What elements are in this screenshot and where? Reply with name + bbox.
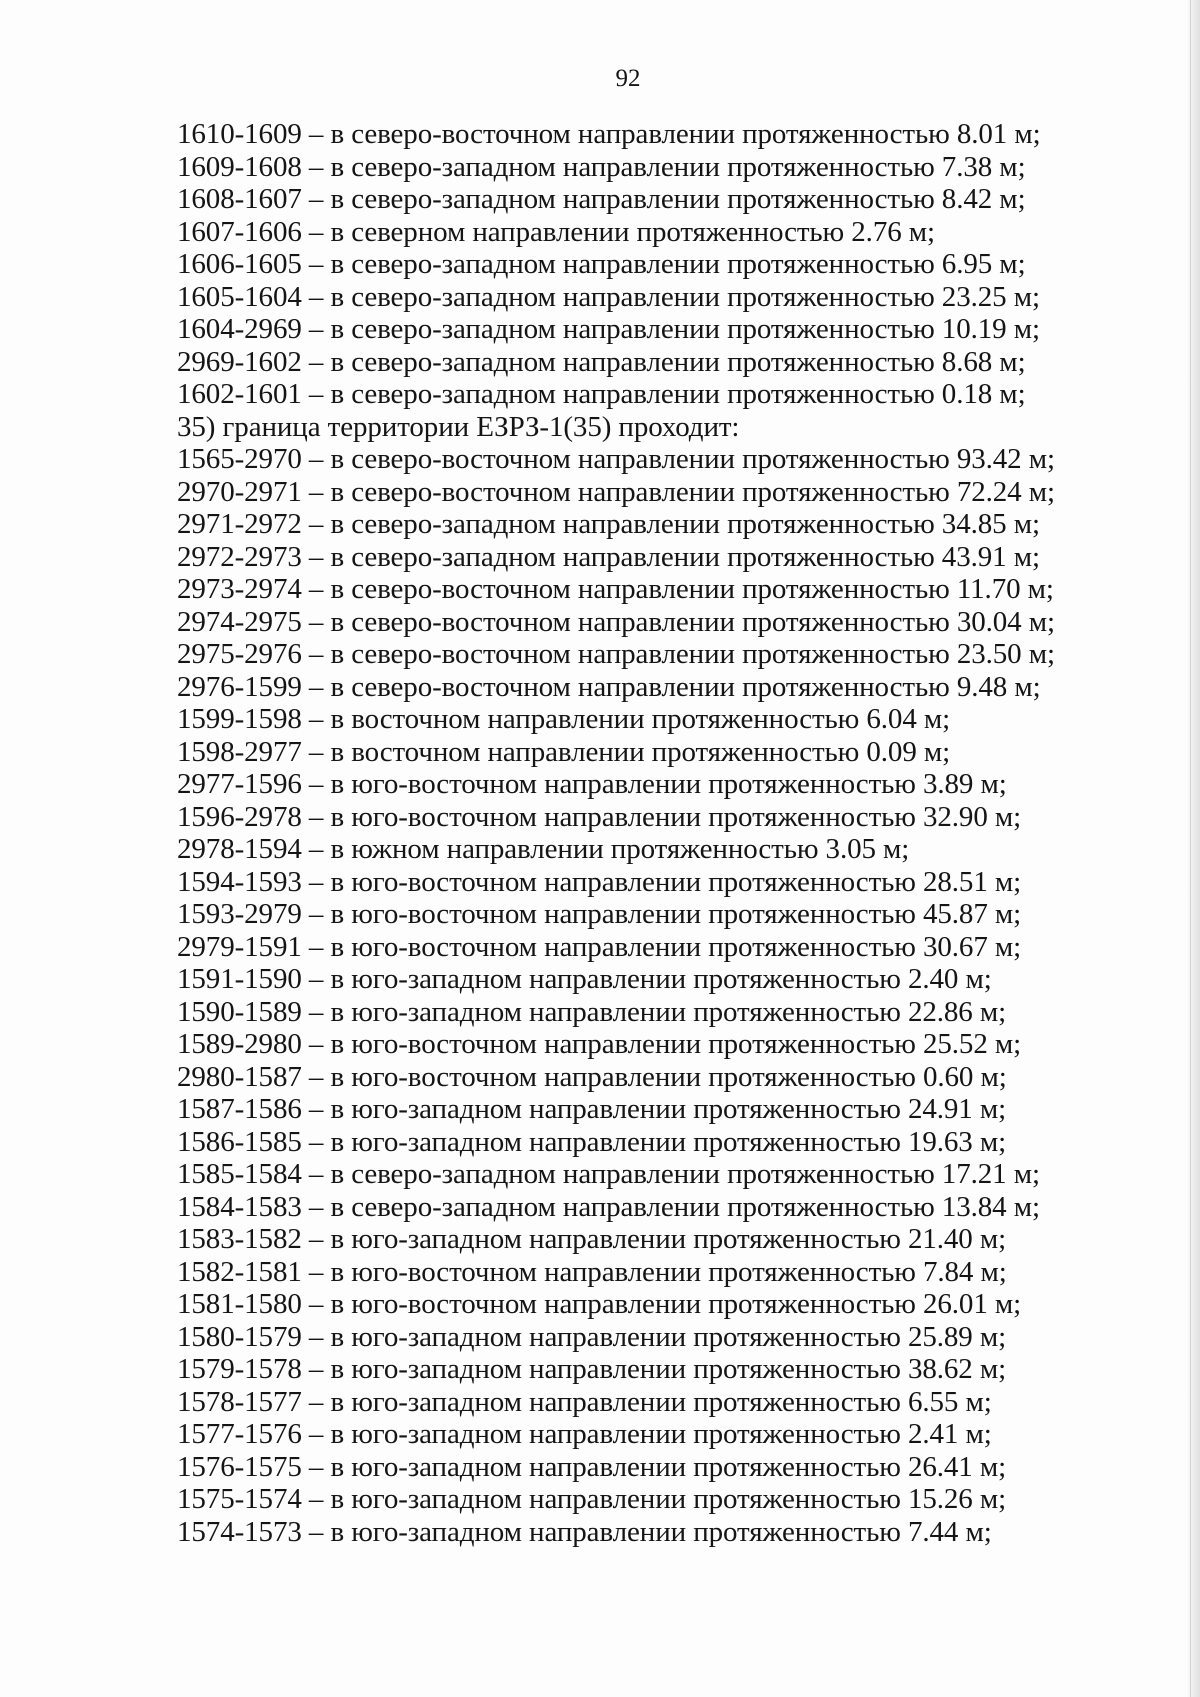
text-line: 1594-1593 – в юго-восточном направлении протяженностью 28.51 м; [177, 865, 1022, 898]
text-line: 1604-2969 – в северо-западном направлении протяженностью 10.19 м; [177, 313, 1040, 345]
text-line: 1581-1580 – в юго-восточном направлении протяженностью 26.01 м; [177, 1288, 1022, 1320]
text-line: 1610-1609 – в северо-восточном направлении протяженностью 8.01 м; [177, 118, 1041, 150]
page-number: 92 [615, 65, 641, 92]
text-line: 2980-1587 – в юго-восточном направлении протяженностью 0.60 м; [177, 1060, 1007, 1093]
text-line: 2977-1596 – в юго-восточном направлении протяженностью 3.89 м; [177, 768, 1007, 800]
text-line: 1582-1581 – в юго-восточном направлении протяженностью 7.84 м; [177, 1255, 1007, 1288]
text-line: 1608-1607 – в северо-западном направлении протяженностью 8.42 м; [177, 183, 1026, 215]
text-line: 1575-1574 – в юго-западном направлении протяженностью 15.26 м; [177, 1483, 1007, 1515]
text-line: 1593-2979 – в юго-восточном направлении протяженностью 45.87 м; [177, 898, 1022, 930]
text-line: 1606-1605 – в северо-западном направлении протяженностью 6.95 м; [177, 248, 1026, 280]
text-line: 2976-1599 – в северо-восточном направлении протяженностью 9.48 м; [177, 670, 1041, 703]
scan-edge-line [1190, 0, 1191, 1697]
text-line: 1577-1576 – в юго-западном направлении протяженностью 2.41 м; [177, 1418, 992, 1450]
text-line: 1596-2978 – в юго-восточном направлении протяженностью 32.90 м; [177, 800, 1022, 833]
text-line: 2969-1602 – в северо-западном направлении протяженностью 8.68 м; [177, 345, 1026, 378]
text-line: 1579-1578 – в юго-западном направлении протяженностью 38.62 м; [177, 1353, 1007, 1385]
text-line: 1587-1586 – в юго-западном направлении протяженностью 24.91 м; [177, 1093, 1007, 1125]
text-line: 1580-1579 – в юго-западном направлении протяженностью 25.89 м; [177, 1320, 1007, 1353]
text-line: 1584-1583 – в северо-западном направлении протяженностью 13.84 м; [177, 1190, 1040, 1223]
text-line: 1590-1589 – в юго-западном направлении протяженностью 22.86 м; [177, 995, 1007, 1028]
boundary-description-list [177, 118, 1077, 1548]
text-line: 1589-2980 – в юго-восточном направлении протяженностью 25.52 м; [177, 1028, 1022, 1060]
text-line: 1578-1577 – в юго-западном направлении протяженностью 6.55 м; [177, 1385, 992, 1418]
text-line: 1583-1582 – в юго-западном направлении протяженностью 21.40 м; [177, 1223, 1007, 1255]
text-line: 1605-1604 – в северо-западном направлении протяженностью 23.25 м; [177, 280, 1040, 313]
text-line: 1591-1590 – в юго-западном направлении протяженностью 2.40 м; [177, 963, 992, 995]
text-line: 1576-1575 – в юго-западном направлении протяженностью 26.41 м; [177, 1450, 1007, 1483]
scan-edge-artifact [1186, 0, 1200, 1697]
text-line: 1607-1606 – в северном направлении протяженностью 2.76 м; [177, 215, 935, 248]
text-line: 2970-2971 – в северо-восточном направлении протяженностью 72.24 м; [177, 475, 1055, 508]
text-line: 1602-1601 – в северо-западном направлении протяженностью 0.18 м; [177, 378, 1026, 410]
text-line: 2978-1594 – в южном направлении протяженностью 3.05 м; [177, 833, 910, 865]
text-line: 2974-2975 – в северо-восточном направлении протяженностью 30.04 м; [177, 605, 1055, 638]
text-line: 1565-2970 – в северо-восточном направлении протяженностью 93.42 м; [177, 443, 1055, 475]
text-line: 2975-2976 – в северо-восточном направлении протяженностью 23.50 м; [177, 638, 1055, 670]
text-line: 2973-2974 – в северо-восточном направлении протяженностью 11.70 м; [177, 573, 1054, 605]
text-line: 1574-1573 – в юго-западном направлении протяженностью 7.44 м; [177, 1515, 992, 1548]
text-line: 1586-1585 – в юго-западном направлении протяженностью 19.63 м; [177, 1125, 1007, 1158]
text-line: 2972-2973 – в северо-западном направлении протяженностью 43.91 м; [177, 540, 1040, 573]
text-line: 1598-2977 – в восточном направлении протяженностью 0.09 м; [177, 735, 951, 768]
text-line: 1599-1598 – в восточном направлении протяженностью 6.04 м; [177, 703, 951, 735]
text-line: 2979-1591 – в юго-восточном направлении протяженностью 30.67 м; [177, 930, 1022, 963]
text-line: 2971-2972 – в северо-западном направлении протяженностью 34.85 м; [177, 508, 1040, 540]
text-line: 1609-1608 – в северо-западном направлении протяженностью 7.38 м; [177, 150, 1026, 183]
text-line: 35) граница территории ЕЗРЗ-1(35) проходит: [177, 410, 740, 443]
text-line: 1585-1584 – в северо-западном направлении протяженностью 17.21 м; [177, 1158, 1040, 1190]
